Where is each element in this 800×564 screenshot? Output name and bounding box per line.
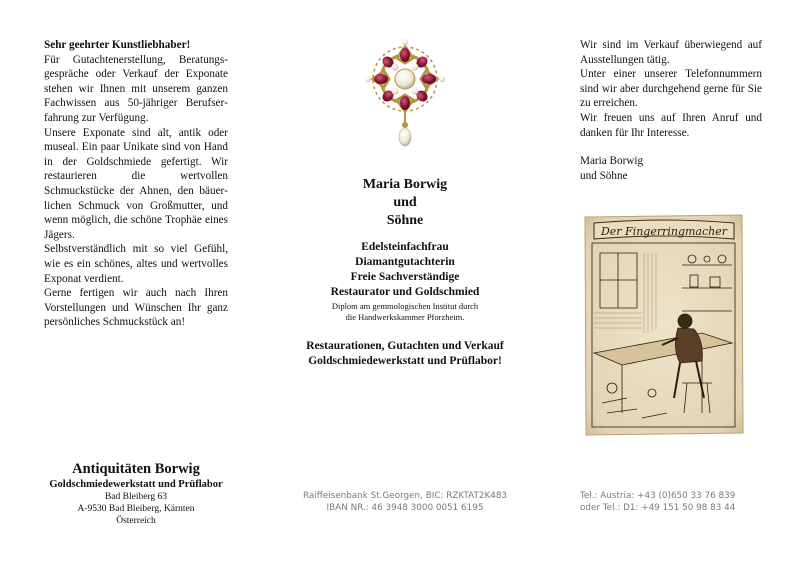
engraving-image [582, 213, 745, 437]
phone-line: Tel.: Austria: +43 (0)650 33 76 839 [580, 491, 736, 501]
right-panel [580, 38, 762, 183]
qualification: Edelsteinfachfrau [361, 241, 449, 253]
shop-info [30, 460, 242, 527]
owner-name-line: Söhne [386, 213, 424, 228]
brooch-image [364, 38, 446, 150]
left-paragraph: Selbstverständlich mit so viel Gefühl, wie es ein schönes, altes und wertvolles Exponat verdient. [44, 243, 228, 285]
address-line: Bad Bleiberg 63 [104, 492, 168, 502]
services [292, 339, 518, 369]
qualifications [292, 240, 518, 300]
left-paragraph: Für Gutachtenerstellung, Beratungsgespräche oder Verkauf der Exponate stehen wir Ihnen mit unserem ganzen Fachwissen aus 50-jähriger Berufserfahrung zur Verfügung. [44, 53, 228, 124]
bank-line: Raiffeisenbank St.Georgen, BIC: RZKTAT2K483 [302, 491, 508, 501]
diploma-note [292, 301, 518, 323]
signature-line: Maria Borwig [580, 155, 644, 168]
engraving-banner-text: Der Fingerringmacher [600, 225, 728, 238]
owner-name-line: Maria Borwig [362, 177, 448, 192]
qualification: Freie Sachverständige [350, 271, 460, 283]
service-line: Restaurationen, Gutachten und Verkauf [306, 340, 504, 352]
phone-info [580, 490, 780, 514]
qualification: Diamantgutachterin [355, 256, 455, 268]
left-paragraph: Unsere Exponate sind alt, antik oder museal. Ein paar Unikate sind von Hand in der Goldschmiede gefertigt. Wir restaurieren die wertvollen Schmuckstücke der Ahnen, den bäuerlichen Schmuck von Großmutter, und wenn möglich, die schöne Trophäe eines Jägers. [44, 126, 228, 241]
left-panel [44, 38, 228, 330]
right-paragraph: Wir sind im Verkauf überwiegend auf Ausstellungen tätig. [580, 39, 762, 66]
diploma-line: die Handwerkskammer Pforzheim. [345, 312, 465, 322]
signature-line: und Söhne [580, 169, 628, 182]
service-line: Goldschmiedewerkstatt und Prüflabor! [308, 355, 502, 367]
bank-info [292, 490, 518, 514]
center-panel [292, 38, 518, 369]
phone-line: oder Tel.: D1: +49 151 50 98 83 44 [580, 503, 736, 513]
qualification: Restaurator und Goldschmied [330, 286, 480, 298]
right-paragraph: Unter einer unserer Telefonnummern sind wir aber durchgehend gerne für Sie zu erreichen. [580, 68, 762, 110]
address-line: Österreich [116, 516, 156, 526]
left-paragraph: Gerne fertigen wir auch nach Ihren Vorstellungen und Wünschen Ihr ganz persönliches Schmuckstück an! [44, 287, 228, 329]
address-line: A-9530 Bad Bleiberg, Kärnten [77, 504, 195, 514]
right-paragraph: Wir freuen uns auf Ihren Anruf und danken für Ihr Interesse. [580, 111, 762, 139]
owner-name-line: und [393, 195, 417, 210]
bank-line: IBAN NR.: 46 3948 3000 0051 6195 [326, 503, 484, 513]
signature [580, 154, 762, 183]
shop-title: Antiquitäten Borwig [72, 461, 200, 477]
greeting: Sehr geehrter Kunstliebhaber! [44, 39, 191, 51]
diploma-line: Diplom am gemmologischen Institut durch [331, 301, 479, 311]
shop-subtitle: Goldschmiedewerkstatt und Prüflabor [49, 479, 223, 490]
owner-name [292, 176, 518, 230]
